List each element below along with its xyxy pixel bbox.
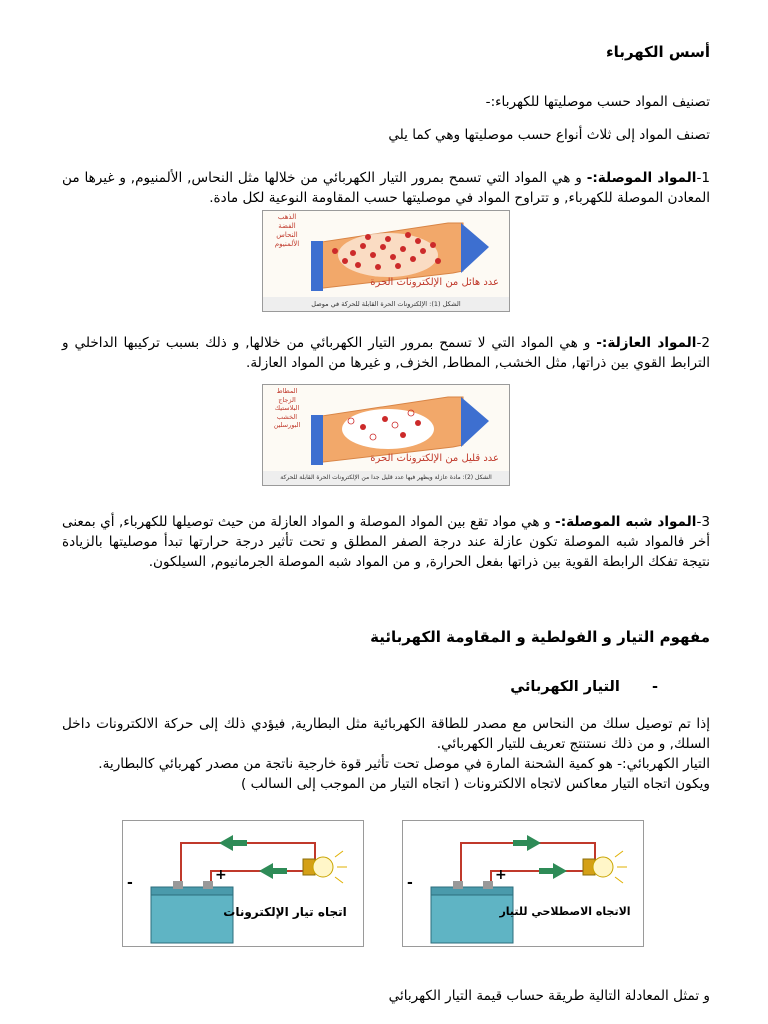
figure-insulator: [262, 384, 510, 486]
item-semiconductors: [62, 512, 710, 572]
item-term: المواد الموصلة:-: [586, 170, 697, 186]
item-term: المواد شبه الموصلة:-: [555, 514, 697, 530]
paragraph-direction: ويكون اتجاه التيار معاكس لاتجاه الالكترونات ( اتجاه التيار من الموجب إلى السالب ): [240, 776, 710, 792]
item-term: المواد العازلة:-: [596, 335, 697, 351]
page-title: أسس الكهرباء: [606, 43, 710, 61]
material-label: المطاط: [276, 387, 298, 395]
figure-footnote: الشكل (1): الإلكترونات الحرة القابلة للحركة في موصل: [263, 297, 509, 311]
material-label: البورسلين: [273, 421, 301, 429]
equation-intro: و تمثل المعادلة التالية طريقة حساب قيمة التيار الكهربائي: [388, 988, 710, 1004]
material-label: النحاس: [276, 231, 298, 239]
circuit-label: اتجاه تيار الإلكترونات: [223, 905, 347, 919]
subsection-title: [62, 677, 658, 697]
item-text: و هي المواد التي تسمح بمرور التيار الكهربائي من خلالها مثل النحاس, الألمنيوم, و غيرها من المعادن الموصلة للكهرباء, و تتراوح المواد في موصليتها حسب المقاومة النوعية لكل مادة.: [62, 170, 710, 206]
plus-sign: +: [215, 867, 227, 883]
plus-sign: +: [495, 867, 507, 883]
material-label: الخشب: [276, 412, 298, 421]
paragraph-definition: التيار الكهربائي:- هو كمية الشحنة المارة في موصل تحت تأثير قوة خارجية ناتجة من مصدر كهربائي كالبطارية.: [98, 756, 710, 772]
subsection-label: التيار الكهربائي: [510, 679, 620, 695]
figure-caption: عدد قليل من الإلكترونات الحرة: [370, 453, 499, 464]
item-insulators: [62, 333, 710, 373]
section-title: مفهوم التيار و الفولطية و المقاومة الكهربائية: [370, 628, 710, 646]
figure-conductor: [262, 210, 510, 312]
circuit-right-illustration: [403, 821, 643, 946]
minus-sign: -: [127, 875, 133, 891]
material-label: الزجاج: [278, 395, 296, 404]
paragraph-1: إذا تم توصيل سلك من النحاس مع مصدر للطاقة الكهربائية مثل البطارية, فيؤدي ذلك إلى حركة الالكترونات داخل السلك, و من ذلك نستنتج تعريف للتيار الكهربائي.: [62, 716, 710, 752]
item-number: 2-: [696, 335, 710, 351]
item-number: 1-: [696, 170, 710, 186]
item-number: 3-: [696, 514, 710, 530]
figure-footnote: الشكل (2): مادة عازلة ويظهر فيها عدد قليل جدا من الإلكترونات الحرة القابلة للحركة: [263, 471, 509, 485]
material-label: الألمنيوم: [274, 240, 300, 248]
intro-line-2: تصنف المواد إلى ثلاث أنواع حسب موصليتها وهي كما يلي: [388, 127, 710, 143]
bullet-dash: -: [651, 679, 658, 695]
item-conductors: [62, 168, 710, 208]
material-label: الفضة: [278, 222, 296, 230]
circuit-label: الاتجاه الاصطلاحي للتيار: [499, 905, 631, 918]
intro-line: تصنيف المواد حسب موصليتها للكهرباء:-: [485, 94, 710, 110]
item-text: و هي المواد التي لا تسمح بمرور التيار الكهربائي من خلالها, و ذلك بسبب تركيبها الداخلي و الترابط القوي بين ذراتها, مثل الخشب, المطاط, الخزف, و غيرها من المواد العازلة.: [62, 335, 710, 371]
figure-caption: عدد هائل من الإلكترونات الحرة: [370, 277, 499, 288]
conductor-material-list: [267, 213, 307, 249]
circuit-left-illustration: [123, 821, 363, 946]
insulator-material-list: [267, 387, 307, 430]
circuit-electron-flow: [122, 820, 364, 947]
item-text: و هي مواد تقع بين المواد الموصلة و المواد العازلة من حيث توصيلها للكهرباء, أي بمعنى أخر فالمواد شبه الموصلة تكون عازلة عند درجة الصفر المطلق و تحت تأثير درجة حرارتها تبدأ موصليتها بالزيادة نتيجة تفكك الرابطة القوية بين ذراتها بفعل الحرارة, و من المواد شبه الموصلة الجرمانيوم, السيلكون.: [62, 514, 710, 570]
material-label: البلاستيك: [274, 404, 300, 412]
circuit-conventional-current: [402, 820, 644, 947]
minus-sign: -: [407, 875, 413, 891]
material-label: الذهب: [277, 213, 297, 221]
